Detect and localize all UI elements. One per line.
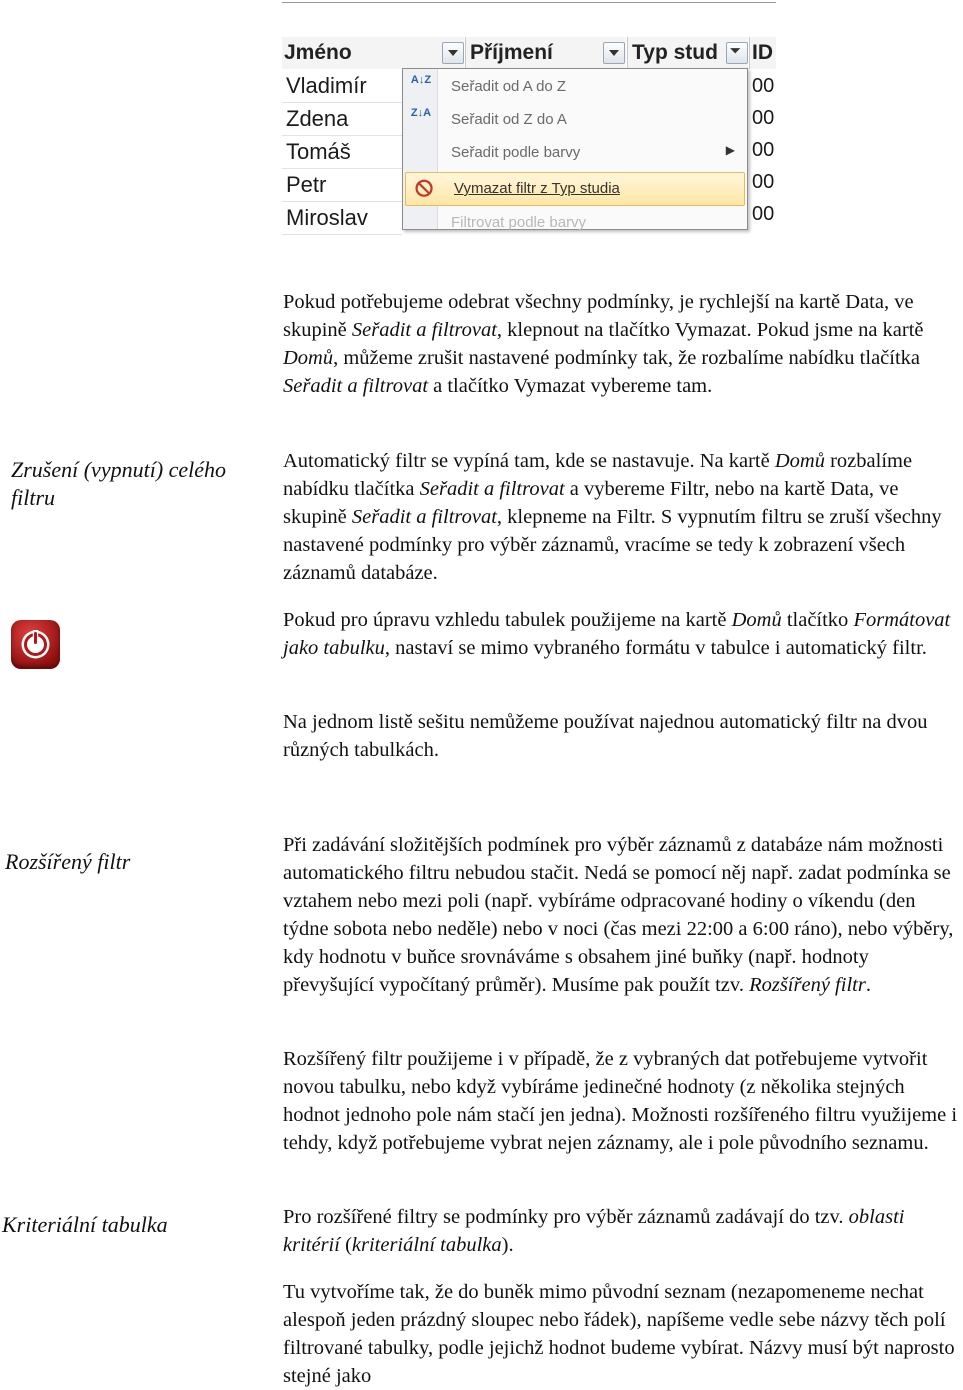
text-run: Pokud pro úpravu vzhledu tabulek použijeme na kartě <box>283 609 732 631</box>
paragraph-vymazat <box>283 288 963 400</box>
id-column <box>752 70 776 230</box>
text-emphasis: kriteriální tabulka <box>351 1234 502 1256</box>
paragraph-jeden-list: Na jednom listě sešitu nemůžeme používat najednou automatický filtr na dvou různých tabulkách. <box>283 711 928 761</box>
filter-dropdown-button[interactable] <box>442 42 464 64</box>
table-cell: 00 <box>752 107 775 129</box>
text-run: , nastaví se mimo vybraného formátu v tabulce i automatický filtr. <box>384 637 927 659</box>
excel-filter-screenshot <box>282 0 776 231</box>
text-emphasis: oblasti kritérií <box>283 1206 905 1256</box>
table-cell: 00 <box>752 171 775 193</box>
filter-active-funnel-icon[interactable] <box>726 42 748 64</box>
table-cell: 00 <box>752 75 775 97</box>
sort-z-a-icon: Z↓A <box>410 107 432 119</box>
paragraph-vytvoreni-kriterii: Tu vytvoříme tak, že do buněk mimo původní seznam (nezapomeneme nechat alespoň jeden prázdný sloupec nebo řádek), napíšeme vedle sebe názvy těch polí filtrované tabulky, podle jejichž hodnot budeme vybírat. Názvy musí být naprosto stejné jako <box>283 1281 955 1387</box>
text-run: Pro rozšířené filtry se podmínky pro výběr záznamů zadávají do tzv. <box>283 1206 849 1228</box>
text-emphasis: Domů <box>283 347 334 369</box>
menu-item-label: Seřadit podle barvy <box>451 144 581 161</box>
menu-item-label: Filtrovat podle barvy <box>451 214 587 231</box>
text-emphasis: Domů <box>731 609 782 631</box>
text-emphasis: Domů <box>774 450 825 472</box>
paragraph-rozsireny-filtr-pouziti: Rozšířený filtr použijeme i v případě, že z vybraných dat potřebujeme vytvořit novou tabulku, nebo když vybíráme jedinečné hodnoty (z několika stejných hodnot jednoho pole nám stačí jen jedna). Možnosti rozšířeného filtru využijeme i tehdy, když potřebujeme vybrat nejen záznamy, ale i pole původního seznamu. <box>283 1048 958 1154</box>
table-cell: Vladimír <box>282 70 402 103</box>
text-run: tlačítko <box>781 609 854 631</box>
submenu-arrow-icon: ▶ <box>725 143 735 157</box>
text-run: a vybereme Filtr, nebo na kartě Data, ve skupině <box>283 478 899 528</box>
menu-item-label: Seřadit od A do Z <box>451 78 567 95</box>
table-cell: Tomáš <box>282 136 402 169</box>
menu-item-sort-by-color[interactable] <box>403 137 747 169</box>
menu-item-sort-a-z[interactable] <box>403 71 747 103</box>
menu-item-label: Vymazat filtr z Typ studia <box>454 180 620 197</box>
text-emphasis: Seřadit a filtrovat <box>283 375 429 397</box>
text-run: . <box>865 974 871 996</box>
text-run: , klepneme na Filtr. S vypnutím filtru se zruší všechny nastavené podmínky pro výběr záznamů, vracíme se tedy k zobrazení všech záznamů databáze. <box>283 506 942 584</box>
menu-item-sort-z-a[interactable] <box>403 104 747 136</box>
filter-dropdown-button[interactable] <box>603 42 625 64</box>
text-run: a tlačítko Vymazat vybereme tam. <box>428 375 713 397</box>
menu-item-clear-filter[interactable] <box>405 172 745 206</box>
column-header-jmeno <box>282 37 464 69</box>
divider <box>282 2 776 3</box>
table-cell: 00 <box>752 139 775 161</box>
column-header-prijmeni <box>466 37 626 69</box>
text-emphasis: Rozšířený filtr <box>749 974 866 996</box>
text-run: rozbalíme nabídku tlačítka <box>283 450 913 500</box>
column-header-label: Typ stud <box>632 41 718 64</box>
side-label-kriterialni-tabulka: Kriteriální tabulka <box>2 1212 168 1237</box>
column-header-label: ID <box>752 41 773 64</box>
menu-item-label: Seřadit od Z do A <box>451 111 567 128</box>
table-cell: Miroslav <box>282 202 402 235</box>
text-emphasis: Seřadit a filtrovat <box>351 319 497 341</box>
text-run: Při zadávání složitějších podmínek pro výběr záznamů z databáze nám možnosti automatického filtru nebudou stačit. Nedá se pomocí něj např. zadat podmínka se vztahem nebo mezi poli (např. vybíráme odpracované hodiny o víkendu (den týdne sobota nebo neděle) nebo v noci (čas mezi 22:00 a 6:00 ráno), nebo výběry, kdy hodnotu v buňce srovnáváme s obsahem jiné buňky (např. hodnoty převyšující vypočítaný průměr). Musíme pak použít tzv. <box>283 834 954 996</box>
paragraph-vypnuti-filtru <box>283 447 963 587</box>
table-cell: 00 <box>752 203 775 225</box>
column-header-typ-stud <box>628 37 748 69</box>
side-label-rozsireny-filtr: Rozšířený filtr <box>5 849 131 874</box>
paragraph-oblast-kriterii <box>283 1203 963 1259</box>
sort-a-z-icon: A↓Z <box>410 74 432 86</box>
text-run: , můžeme zrušit nastavené podmínky tak, že rozbalíme nabídku tlačítka <box>333 347 921 369</box>
table-cell: Petr <box>282 169 402 202</box>
text-emphasis: Seřadit a filtrovat <box>351 506 497 528</box>
filter-dropdown-menu <box>402 68 748 230</box>
text-emphasis: Formátovat jako tabulku <box>283 609 951 659</box>
name-column <box>282 70 402 235</box>
text-run: ( <box>339 1234 352 1256</box>
text-emphasis: Seřadit a filtrovat <box>419 478 565 500</box>
menu-item-filter-by-color[interactable] <box>403 207 747 239</box>
column-header-label: Jméno <box>284 41 352 64</box>
text-run: , klepnout na tlačítko Vymazat. Pokud jsme na kartě <box>496 319 924 341</box>
power-off-icon <box>11 620 60 669</box>
clear-filter-icon: 🛇 <box>414 179 434 199</box>
paragraph-rozsireny-filtr-intro <box>283 831 963 999</box>
column-header-id <box>750 37 776 69</box>
text-run: Pokud potřebujeme odebrat všechny podmínky, je rychlejší na kartě Data, ve skupině <box>283 291 914 341</box>
text-run: Automatický filtr se vypíná tam, kde se nastavuje. Na kartě <box>283 450 775 472</box>
paragraph-formatovat-jako-tabulku <box>283 606 963 662</box>
table-cell: Zdena <box>282 103 402 136</box>
column-header-label: Příjmení <box>470 41 553 64</box>
text-run: ). <box>501 1234 514 1256</box>
side-label-zruseni-filtru: Zrušení (vypnutí) celého filtru <box>11 457 227 510</box>
